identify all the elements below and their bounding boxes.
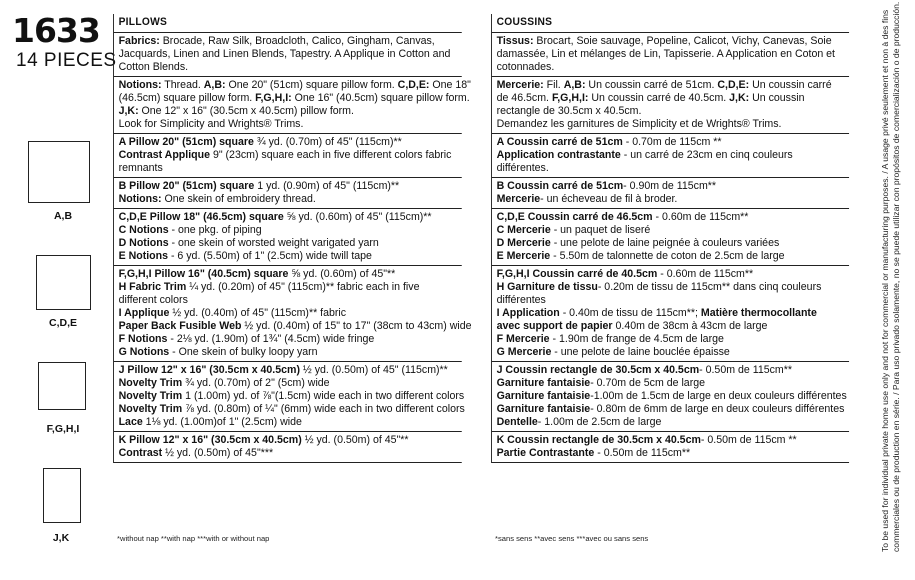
french-heading: COUSSINS [492, 14, 849, 33]
usage-disclaimer [880, 1, 910, 552]
english-section [114, 209, 462, 266]
text-run: 9" (23cm) square each in five different colors fabric [209, 149, 452, 161]
bold-run: F Mercerie [496, 333, 550, 345]
text-run: - 0.50m de 115cm** [699, 364, 792, 376]
text-run: rectangle de 30.5cm x 40.5cm. [496, 105, 642, 117]
english-heading: PILLOWS [114, 14, 462, 33]
bold-run: D Notions [118, 237, 169, 249]
bold-run: E Notions [118, 250, 169, 262]
text-line [497, 105, 845, 118]
english-section [114, 432, 462, 463]
text-run: - 0.20m de tissu de 115cm** dans cinq couleurs [597, 281, 822, 293]
bold-run: J,K: [118, 105, 139, 117]
text-run: - 6 yd. (5.50m) of 1" (2.5cm) wide twill tape [168, 250, 372, 262]
text-line [119, 307, 458, 320]
bold-run: J Pillow 12" x 16" (30.5cm x 40.5cm) [118, 364, 300, 376]
text-line [119, 237, 458, 250]
bold-run: H Fabric Trim [118, 281, 187, 293]
text-run: Un coussin carré de 51cm. [585, 79, 718, 91]
bold-run: A Pillow 20" (51cm) square [118, 136, 254, 148]
french-section [492, 178, 849, 209]
french-section [492, 33, 849, 77]
english-section [114, 362, 465, 432]
text-line [119, 447, 458, 460]
text-run: -1.00m de 1.5cm de large en deux couleurs différentes [590, 390, 847, 402]
text-line [497, 268, 845, 281]
bold-run: Tissus: [496, 35, 534, 47]
text-line [497, 416, 845, 429]
text-line [497, 434, 845, 447]
text-run: - one skein of worsted weight varigated yarn [168, 237, 379, 249]
text-line [497, 162, 845, 175]
text-run: différentes. [496, 162, 549, 174]
text-line [497, 320, 845, 333]
bold-run: C,D,E: [397, 79, 430, 91]
bold-run: B Coussin carré de 51cm [496, 180, 624, 192]
bold-run: Novelty Trim [118, 403, 183, 415]
text-run: ¾ yd. (0.70m) of 2" (5cm) wide [182, 377, 330, 389]
text-line [119, 333, 458, 346]
bold-run: Matière thermocollante [700, 307, 817, 319]
text-run: One 18" [429, 79, 471, 91]
bold-run: D Mercerie [496, 237, 551, 249]
bold-run: A Coussin carré de 51cm [496, 136, 623, 148]
bold-run: F,G,H,I Coussin carré de 40.5cm [496, 268, 658, 280]
french-section [492, 134, 849, 178]
text-run: ⅝ yd. (0.60m) of 45" (115cm)** [283, 211, 432, 223]
bold-run: I Applique [118, 307, 170, 319]
text-line [119, 377, 458, 390]
text-line [119, 224, 458, 237]
text-line [118, 403, 465, 416]
text-run: ¾ yd. (0.70m) of 45" (115cm)** [253, 136, 402, 148]
text-run: - One skein of bulky loopy yarn [169, 346, 318, 358]
bold-run: C,D,E: [717, 79, 750, 91]
text-run: Un coussin carré de 40.5cm. [588, 92, 730, 104]
view-ab-label: A,B [53, 210, 73, 222]
bold-run: H Garniture de tissu [496, 281, 598, 293]
text-line [118, 79, 471, 92]
text-run: Un coussin carré [749, 79, 832, 91]
text-run: Demandez les garnitures de Simplicity et de Wrights® Trims. [496, 118, 782, 130]
text-line [119, 180, 458, 193]
text-run: - 0.50m de 115cm** [594, 447, 691, 459]
bold-run: Garniture fantaisie [496, 403, 591, 415]
bold-run: A,B: [563, 79, 586, 91]
english-sections [114, 33, 472, 463]
text-run: - 0.50m de 115cm ** [700, 434, 797, 446]
text-line [497, 237, 845, 250]
text-run: ½ yd. (0.50m) of 45"** [301, 434, 409, 446]
text-run: Un coussin [749, 92, 805, 104]
text-run: ½ yd. (0.40m) of 45" (115cm)** fabric [169, 307, 347, 319]
bold-run: F,G,H,I: [255, 92, 292, 104]
text-run: - une pelote de laine peignée à couleurs variées [550, 237, 780, 249]
text-line [119, 416, 458, 429]
text-line [497, 118, 845, 131]
text-line [497, 403, 845, 416]
text-run: - one pkg. of piping [168, 224, 262, 236]
bold-run: Paper Back Fusible Web [118, 320, 242, 332]
text-line [497, 390, 845, 403]
text-run: One 20" (51cm) square pillow form. [225, 79, 398, 91]
text-line [497, 193, 845, 206]
english-section [114, 33, 462, 77]
english-section [114, 134, 462, 178]
text-line [497, 224, 845, 237]
text-line [119, 105, 458, 118]
bold-run: Novelty Trim [118, 377, 183, 389]
bold-run: Contrast Applique [118, 149, 210, 161]
bold-run: E Mercerie [496, 250, 551, 262]
view-cde-label: C,D,E [48, 317, 77, 329]
disclaimer-line-2: commerciales ou de production en série. / Para uso privado solamente, no se puede utilizar con propósitos de comercialización o de producción. [890, 1, 901, 552]
text-line [497, 79, 845, 92]
text-line [497, 180, 845, 193]
bold-run: C,D,E Pillow 18" (46.5cm) square [118, 211, 284, 223]
french-section [492, 266, 849, 362]
text-run: - 1.00m de 2.5cm de large [537, 416, 662, 428]
text-line [119, 61, 458, 74]
text-run: Cotton Blends. [118, 61, 189, 73]
text-run: - 1.90m de frange de 4.5cm de large [549, 333, 724, 345]
bold-run: Dentelle [496, 416, 538, 428]
text-line [497, 377, 845, 390]
view-jk-shape [43, 468, 81, 523]
text-run: One 16" (40.5cm) square pillow form. [291, 92, 470, 104]
bold-run: K Pillow 12" x 16" (30.5cm x 40.5cm) [118, 434, 302, 446]
bold-run: G Mercerie [496, 346, 552, 358]
english-section [114, 178, 462, 209]
bold-run: G Notions [118, 346, 170, 358]
text-run: ½ yd. (0.50m) of 45" (115cm)** [299, 364, 448, 376]
text-line [497, 333, 845, 346]
text-run: - 0.70m de 5cm de large [590, 377, 706, 389]
text-line [118, 92, 470, 105]
french-section [492, 209, 849, 266]
text-run: différentes [496, 294, 546, 306]
text-line [119, 346, 458, 359]
bold-run: C Notions [118, 224, 169, 236]
piece-count: 14 PIECES [16, 50, 117, 71]
bold-run: Contrast [118, 447, 163, 459]
text-line [119, 268, 458, 281]
bold-run: Garniture fantaisie [496, 377, 591, 389]
french-section [492, 77, 849, 134]
bold-run: Notions: [118, 193, 162, 205]
french-footnote: *sans sens **avec sens ***avec ou sans sens [495, 534, 649, 543]
text-run: 1 yd. (0.90m) of 45" (115cm)** [254, 180, 400, 192]
bold-run: C Mercerie [496, 224, 551, 236]
text-line [119, 281, 458, 294]
text-run: - 5.50m de talonnette de coton de 2.5cm de large [550, 250, 785, 262]
text-run: - 0.70m de 115cm ** [622, 136, 722, 148]
text-run: de 46.5cm. [496, 92, 552, 104]
english-column [113, 14, 472, 463]
bold-run: avec support de papier [496, 320, 613, 332]
text-line [119, 193, 458, 206]
text-run: cotonnades. [496, 61, 555, 73]
english-footnote: *without nap **with nap ***with or without nap [117, 534, 270, 543]
text-line [119, 250, 458, 263]
text-run: remnants [118, 162, 163, 174]
text-run: Look for Simplicity and Wrights® Trims. [118, 118, 304, 130]
text-line [497, 211, 845, 224]
text-run: One 12" x 16" (30.5cm x 40.5cm) pillow form. [138, 105, 354, 117]
bold-run: J Coussin rectangle de 30.5cm x 40.5cm [496, 364, 700, 376]
text-line [118, 390, 465, 403]
text-run: - 0.40m de tissu de 115cm**; [559, 307, 701, 319]
view-fghi-shape [38, 362, 86, 410]
text-run: - 0.60m de 115cm** [657, 268, 754, 280]
text-run: - 2⅛ yd. (1.90m) of 1¾" (4.5cm) wide fringe [167, 333, 375, 345]
text-line [119, 118, 458, 131]
text-run: - une pelote de laine bouclée épaisse [551, 346, 730, 358]
text-line [497, 346, 845, 359]
text-line [497, 136, 845, 149]
view-cde-shape [36, 255, 91, 310]
english-section [114, 77, 471, 134]
text-line [119, 35, 458, 48]
text-line [497, 364, 845, 377]
text-run: (46.5cm) square pillow form. [118, 92, 256, 104]
text-run: Brocade, Raw Silk, Broadcloth, Calico, Gingham, Canvas, [159, 35, 435, 47]
text-line [497, 35, 845, 48]
bold-run: Mercerie: [496, 79, 544, 91]
bold-run: Lace [118, 416, 143, 428]
text-line [119, 211, 458, 224]
pattern-number: 1633 [12, 11, 100, 50]
french-sections [492, 33, 849, 463]
text-run: ⅞ yd. (0.80m) of ¼" (6mm) wide each in two different colors [182, 403, 465, 415]
text-run: different colors [118, 294, 188, 306]
text-line [118, 320, 472, 333]
text-line [119, 294, 458, 307]
bold-run: K Coussin rectangle de 30.5cm x 40.5cm [496, 434, 701, 446]
bold-run: B Pillow 20" (51cm) square [118, 180, 255, 192]
text-run: ½ yd. (0.40m) of 15" to 17" (38cm to 43cm) wide [241, 320, 472, 332]
text-line [119, 149, 458, 162]
text-line [497, 92, 845, 105]
text-run: - un écheveau de fil à broder. [540, 193, 678, 205]
text-run: Fil. [543, 79, 564, 91]
bold-run: Fabrics: [118, 35, 160, 47]
text-run: Jacquards, Linen and Linen Blends, Tapestry. A Applique in Cotton and [118, 48, 451, 60]
bold-run: Mercerie [496, 193, 541, 205]
text-run: 1 (1.00m) yd. of ⅞"(1.5cm) wide each in two different colors [182, 390, 465, 402]
bold-run: Partie Contrastante [496, 447, 595, 459]
bold-run: J,K: [729, 92, 750, 104]
text-run: - un paquet de liseré [550, 224, 651, 236]
text-run: - 0.60m de 115cm** [652, 211, 749, 223]
french-column [491, 14, 849, 463]
bold-run: F,G,H,I: [551, 92, 589, 104]
text-line [497, 307, 845, 320]
text-line [119, 48, 458, 61]
french-section [492, 432, 849, 463]
text-run: damassée, Lin et mélanges de Lin, Tapisserie. A Application en Coton et [496, 48, 836, 60]
bold-run: Notions: [118, 79, 162, 91]
bold-run: C,D,E Coussin carré de 46.5cm [496, 211, 653, 223]
text-line [119, 434, 458, 447]
bold-run: Novelty Trim [118, 390, 183, 402]
french-section [492, 362, 849, 432]
text-run: ¼ yd. (0.20m) of 45" (115cm)** fabric each in five [186, 281, 420, 293]
text-run: ½ yd. (0.50m) of 45"*** [162, 447, 274, 459]
text-run: Thread. [161, 79, 204, 91]
english-section [114, 266, 472, 362]
bold-run: Application contrastante [496, 149, 621, 161]
text-line [497, 48, 845, 61]
text-run: - un carré de 23cm en cinq couleurs [620, 149, 793, 161]
bold-run: A,B: [203, 79, 226, 91]
text-run: Brocart, Soie sauvage, Popeline, Calicot, Vichy, Canevas, Soie [533, 35, 832, 47]
bold-run: Garniture fantaisie [496, 390, 591, 402]
bold-run: I Application [496, 307, 560, 319]
text-line [497, 149, 845, 162]
text-line [497, 250, 845, 263]
text-line [119, 364, 458, 377]
text-line [119, 136, 458, 149]
text-run: - 0.90m de 115cm** [623, 180, 717, 192]
bold-run: F Notions [118, 333, 168, 345]
text-run: One skein of embroidery thread. [161, 193, 316, 205]
text-line [497, 281, 845, 294]
text-line [497, 61, 845, 74]
bold-run: F,G,H,I Pillow 16" (40.5cm) square [118, 268, 289, 280]
text-run: 0.40m de 38cm à 43cm de large [612, 320, 768, 332]
text-line [497, 294, 845, 307]
text-line [119, 162, 458, 175]
disclaimer-line-1: To be used for individual private home use only and not for commercial or manufacturing purposes. / A usage privé seulement et non à des fins [880, 9, 890, 552]
view-fghi-label: F,G,H,I [46, 423, 80, 435]
view-ab-shape [28, 141, 90, 203]
text-run: - 0.80m de 6mm de large en deux couleurs différentes [590, 403, 845, 415]
text-line [497, 447, 845, 460]
text-run: 1⅛ yd. (1.00m)of 1" (2.5cm) wide [142, 416, 302, 428]
view-jk-label: J,K [52, 532, 70, 544]
text-run: ⅝ yd. (0.60m) of 45"** [288, 268, 396, 280]
